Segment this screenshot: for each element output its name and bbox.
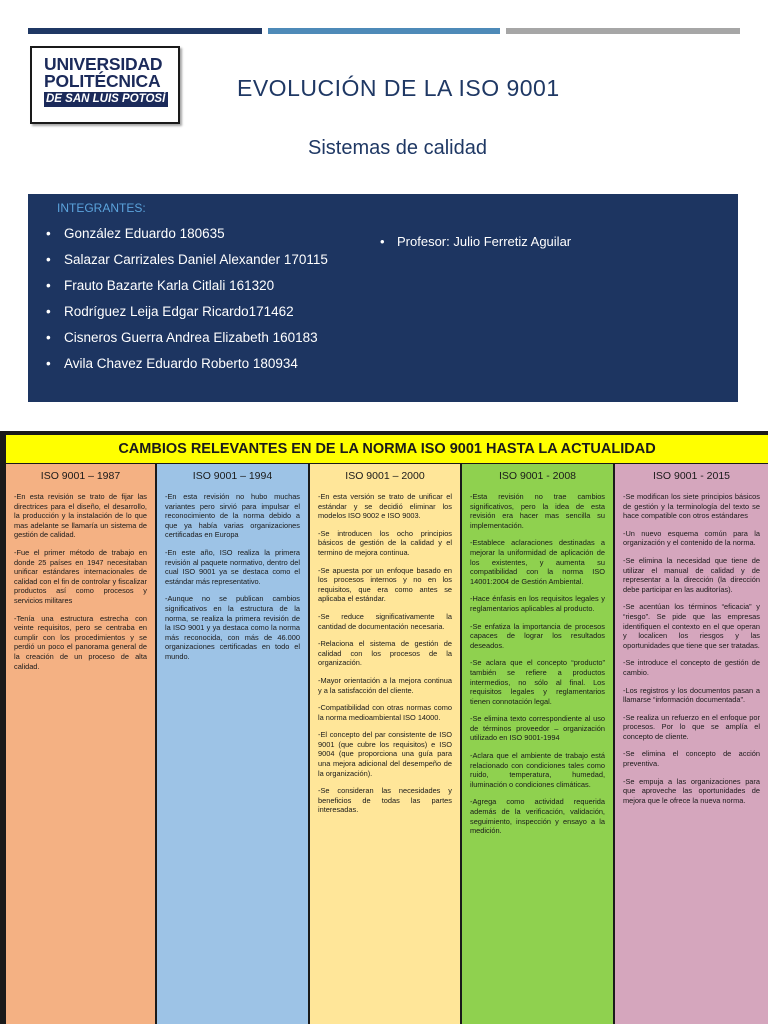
change-item: -Mayor orientación a la mejora continua y a la satisfacción del cliente. (318, 675, 452, 695)
timeline-title: CAMBIOS RELEVANTES EN DE LA NORMA ISO 9001 HASTA LA ACTUALIDAD (6, 435, 768, 463)
year-header-2008: ISO 9001 - 2008 (462, 464, 613, 489)
change-item: -Se acentúan los términos “eficacia” y “riesgo”. Se pide que las empresas identifiquen el contexto en el que operan y localicen los riesgos y las oportunidades que tiene que ser tratadas. (623, 602, 760, 650)
change-item: -Compatibilidad con otras normas como la norma medioambiental ISO 14000. (318, 703, 452, 722)
change-item: -Se elimina el concepto de acción preventiva. (623, 749, 760, 769)
member-item: • Frauto Bazarte Karla Citlali 161320 (46, 276, 328, 302)
member-item: • González Eduardo 180635 (46, 224, 328, 250)
change-item: -En esta revisión se trato de fijar las directrices para el diseño, el desarrollo, la producción y la instalación de lo que mas adelante se llamaría un sistema de gestión de calidad. (14, 492, 147, 540)
top-accent-bar-gray (506, 28, 740, 34)
page-title: EVOLUCIÓN DE LA ISO 9001 (237, 75, 560, 101)
university-logo (30, 46, 180, 124)
change-item: -Se reduce significativamente la cantidad de documentación necesaria. (318, 611, 452, 631)
change-item: -Establece aclaraciones destinadas a mejorar la uniformidad de aplicación de los existentes, y aumenta su compatibilidad con la norma ISO 14001:2004 de Gestión Ambiental. (470, 538, 605, 586)
change-item: -Se introducen los ocho principios básicos de gestión de la calidad y el termino de mejora continua. (318, 528, 452, 557)
members-panel (28, 194, 738, 402)
column-1987 (6, 488, 155, 1024)
logo-line-2: POLITÉCNICA (44, 71, 161, 91)
change-item: -Se enfatiza la importancia de procesos capaces de lograr los resultados deseados. (470, 621, 605, 650)
top-accent-bar-blue (268, 28, 500, 34)
change-item: -Agrega como actividad requerida además de la verificación, validación, seguimiento, inspección y ensayo a la medición. (470, 797, 605, 836)
logo-line-1: UNIVERSIDAD (44, 54, 163, 74)
change-item: -En este año, ISO realiza la primera revisión al paquete normativo, dentro del cual ISO 9001 ya se destaca como el estándar más representativo. (165, 547, 300, 586)
column-2008 (462, 488, 613, 1024)
change-item: -El concepto del par consistente de ISO 9001 (que cubre los requisitos) e ISO 9004 (que proporciona una guía para una mejora adicional del desempeño de la organización). (318, 730, 452, 778)
change-item: -Hace énfasis en los requisitos legales y reglamentarios aplicables al producto. (470, 594, 605, 613)
change-item: -Se apuesta por un enfoque basado en los procesos internos y no en los requisitos, que era como antes se aplicaba el estándar. (318, 565, 452, 604)
members-list (46, 224, 328, 380)
column-2015 (615, 488, 768, 1024)
year-header-1994: ISO 9001 – 1994 (157, 464, 308, 489)
change-item: -Tenía una estructura estrecha con veinte requisitos, pero se centraba en cumplir con los procedimientos y se perdió un poco el panorama general de la creación de un proceso de alta calidad. (14, 613, 147, 671)
year-header-2000: ISO 9001 – 2000 (310, 464, 460, 489)
change-item: -Se realiza un refuerzo en el enfoque por procesos. Por lo que se amplía el concepto de cliente. (623, 712, 760, 741)
change-item: -Aclara que el ambiente de trabajo está relacionado con condiciones tales como ruido, temperatura, humedad, iluminación o condiciones climáticas. (470, 751, 605, 789)
timeline-table (0, 431, 768, 1024)
year-header-2015: ISO 9001 - 2015 (615, 464, 768, 489)
column-1994 (157, 488, 308, 1024)
change-item: -Se empuja a las organizaciones para que aproveche las oportunidades de mejora que le ofrece la nueva norma. (623, 776, 760, 805)
change-item: -En esta revisión no hubo muchas variantes pero sirvió para impulsar el reconocimiento de la norma debido a que ya había varias organizaciones certificadas en Europa (165, 492, 300, 540)
page-subtitle: Sistemas de calidad (308, 137, 487, 159)
change-item: -Aunque no se publican cambios significativos en la estructura de la norma, se realiza la primera revisión de la ISO 9001 y ya destaca como la norma más reconocida, con más de 46.000 organizaciones certificadas en todo el mundo. (165, 594, 300, 661)
column-2000 (310, 488, 460, 1024)
change-item: -Fue el primer método de trabajo en donde 25 países en 1947 necesitaban unificar estándares internacionales de calidad con el fin de controlar y fiscalizar productos así como procesos y servicios militares (14, 547, 147, 605)
change-item: -Se elimina la necesidad que tiene de utilizar el manual de calidad y de representar a la dirección (la dirección debe participar en las auditorías). (623, 555, 760, 594)
change-item: -Un nuevo esquema común para la organización y el contenido de la norma. (623, 528, 760, 548)
member-item: • Avila Chavez Eduardo Roberto 180934 (46, 354, 328, 380)
member-item: • Rodríguez Leija Edgar Ricardo171462 (46, 302, 328, 328)
top-accent-bar-navy (28, 28, 262, 34)
professor-name: • Profesor: Julio Ferretiz Aguilar (380, 234, 571, 249)
year-header-1987: ISO 9001 – 1987 (6, 464, 155, 489)
members-header: INTEGRANTES: (57, 201, 146, 215)
member-item: • Salazar Carrizales Daniel Alexander 170115 (46, 250, 328, 276)
change-item: -Relaciona el sistema de gestión de calidad con los procesos de la organización. (318, 639, 452, 668)
change-item: -Los registros y los documentos pasan a llamarse “información documentada”. (623, 685, 760, 705)
change-item: -Se introduce el concepto de gestión de cambio. (623, 658, 760, 677)
change-item: -Esta revisión no trae cambios significativos, pero la idea de esta revisión era hacer mas sencilla su implementación. (470, 492, 605, 530)
change-item: -Se elimina texto correspondiente al uso de términos proveedor – organización utilizado en ISO 9001-1994 (470, 714, 605, 743)
change-item: -Se aclara que el concepto “producto” también se refiere a productos intermedios, no sólo al final. Los requisitos legales y reglamentarios tienen connotación legal. (470, 658, 605, 706)
change-item: -En esta versión se trato de unificar el estándar y se decidió eliminar los modelos ISO 9002 e ISO 9003. (318, 492, 452, 521)
change-item: -Se consideran las necesidades y beneficios de todas las partes interesadas. (318, 786, 452, 815)
member-item: • Cisneros Guerra Andrea Elizabeth 160183 (46, 328, 328, 354)
change-item: -Se modifican los siete principios básicos de gestión y la terminología del texto se hace compatible con otros estándares (623, 492, 760, 521)
logo-line-3: DE SAN LUIS POTOSÍ (44, 92, 168, 107)
